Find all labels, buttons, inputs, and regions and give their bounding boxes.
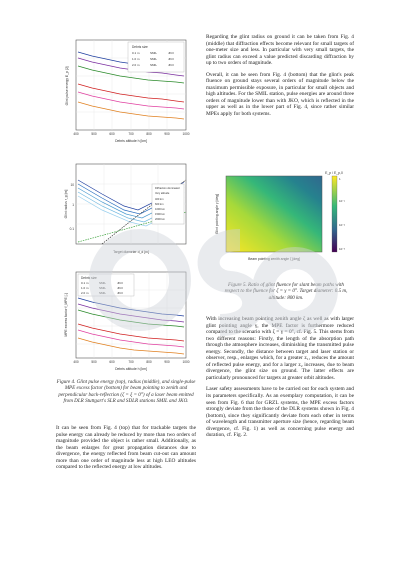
svg-text:10⁻³: 10⁻³ [339, 247, 345, 251]
svg-text:400: 400 [73, 360, 79, 364]
svg-text:600 km: 600 km [155, 203, 164, 206]
svg-text:JKO: JKO [168, 51, 174, 55]
svg-text:JKO: JKO [168, 63, 174, 67]
svg-text:1500 km: 1500 km [155, 213, 165, 216]
fig4-middle-plot [62, 160, 194, 260]
left-text: It can be seen from Fig. 4 (top) that for trackable targets the pulse energy can already be reduced by more than two orders of magnitude provided the object is rather small. Additionally, as the beam enlarges for great propagation distances due to divergence, the energy reflected from beam cut-out can amount more than one order of magnitude less at high LEO altitudes compared to the reflected energy at low altitudes. [56, 425, 196, 471]
svg-text:900: 900 [164, 132, 170, 136]
svg-text:JKO: JKO [117, 281, 123, 285]
right-text-3: With increasing beam pointing zenith angle ζ as well as with larger glint pointing angle γ, the MPE factor is furthermore reduced compared to the scenario with ζ = γ = 0°, cf. Fig. 5. This stems from two different reasons: Firstly, the length of the absorption path through the atmosphere increases, diminishing the transmitted pulse energy. Secondly, the distance between target and laser station or observer, resp., enlarges which, for a greater z₁, reduces the amount of reflected pulse energy, and for a larger z₂ increases, due to beam divergence, the glint size on ground. The latter effects are particularly pronounced for targets at greater orbit altitudes. [206, 316, 354, 381]
svg-text:SMIL: SMIL [150, 63, 158, 67]
svg-text:800: 800 [146, 132, 152, 136]
svg-text:SMIL: SMIL [150, 51, 158, 55]
right-text-2: Overall, it can be seen from Fig. 4 (bottom) that the glint's peak fluence on ground stays several orders of magnitude below the maximum permissible exposure, in particular for small objects and high altitudes. For the SMIL station, pulse energies are around three orders of magnitude lower than with JKO, which is reflected in the upper as well as in the lower part of Fig. 4, since rather similar MPEs apply for both systems. [206, 71, 354, 118]
svg-text:500: 500 [91, 360, 97, 364]
svg-text:800: 800 [146, 360, 152, 364]
svg-text:1: 1 [339, 177, 341, 181]
svg-text:10: 10 [70, 183, 74, 187]
svg-text:700: 700 [128, 132, 134, 136]
fig5-xlabel: Beam pointing zenith angle ζ [deg] [248, 257, 300, 261]
svg-text:JKO: JKO [168, 57, 174, 61]
right-text-top [206, 34, 354, 123]
svg-text:600: 600 [109, 132, 115, 136]
svg-text:600: 600 [109, 360, 115, 364]
svg-text:400 km: 400 km [155, 198, 164, 201]
fig4-middle-xlabel: Target diameter d_d [m] [113, 250, 149, 254]
fig4-caption: Figure 4. Glint pulse energy (top), radius (middle), and single-pulse MPE excess factor (bottom) for beam pointing to zenith and perpendicular back-reflection (ζ = ξ = 0°) of a laser beam emitted from DLR Stuttgart's SLR and SDLR stations SMIL and JKO. [56, 379, 196, 405]
svg-text:0.1 m: 0.1 m [132, 51, 140, 55]
fig4-top-ylabel: Glint pulse energy E_p [J] [65, 66, 69, 106]
svg-text:SMIL: SMIL [99, 281, 107, 285]
svg-text:10⁻¹: 10⁻¹ [339, 199, 345, 203]
svg-text:2000 km: 2000 km [155, 218, 165, 221]
fig4-bottom-legend-title: Debris size [81, 276, 97, 280]
fig4-bottom-xlabel: Debris altitude h [km] [115, 367, 147, 371]
svg-text:SMIL: SMIL [99, 286, 107, 290]
right-text-1: Regarding the glint radius on ground it can be taken from Fig. 4 (middle) that diffraction effects become relevant for small targets of one-meter size and less. In particular with very small targets, the glint radius can exceed a value predicted discarding diffraction by up to two orders of magnitude. [206, 34, 354, 67]
right-text-bottom [206, 316, 354, 444]
fig4-middle-ylabel: Glint radius r_g [m] [64, 189, 68, 219]
svg-text:0.1 m: 0.1 m [81, 281, 89, 285]
fig4-bottom-ylabel: MPE excess factor f_MPE [-] [64, 293, 68, 337]
svg-text:SMIL: SMIL [99, 291, 107, 295]
fig4-top-xlabel: Debris altitude h [km] [115, 139, 147, 143]
svg-text:JKO: JKO [117, 286, 123, 290]
svg-text:0.1: 0.1 [69, 227, 74, 231]
svg-text:500: 500 [91, 132, 97, 136]
svg-text:Very altitude: Very altitude [155, 192, 170, 195]
svg-text:Diffraction dominated: Diffraction dominated [155, 187, 180, 190]
svg-text:2.0 m: 2.0 m [81, 291, 89, 295]
svg-text:1000: 1000 [182, 132, 190, 136]
right-text-4: Laser safety assessments have to be carried out for each system and its parameters specifically. As an exemplary computation, it can be seen from Fig. 6 that for GRZL systems, the MPE excess factors strongly deviate from the those of the DLR systems shown in Fig. 4 (bottom), since they significantly deviate from each other in terms of wavelength and transmitter aperture size (hence, regarding beam divergence, cf. Fig. 1) as well as concerning pulse energy and duration, cf. Fig. 2. [206, 386, 354, 439]
svg-text:1: 1 [72, 203, 74, 207]
svg-text:SMIL: SMIL [150, 57, 158, 61]
svg-text:1.0 m: 1.0 m [81, 286, 89, 290]
left-paragraph [56, 425, 196, 476]
svg-text:10⁻²: 10⁻² [339, 223, 345, 227]
svg-text:900: 900 [164, 360, 170, 364]
fig5-ylabel: Glint pointing angle γ [deg] [215, 193, 219, 235]
svg-text:400: 400 [73, 132, 79, 136]
svg-text:JKO: JKO [117, 291, 123, 295]
fig5-colorbar-title: E_p / E_p,0 [325, 171, 343, 175]
fig4-bottom-plot [62, 268, 194, 376]
fig4-top-legend-title: Debris size [132, 45, 148, 49]
fig4-top-plot [62, 36, 194, 148]
fig5-caption: Figure 5. Ratio of glint fluence for slant beam paths with respect to the fluence for ζ = γ = 0°. Target diameter: 0.5 m, altitude: 800 km. [224, 282, 348, 301]
svg-text:700: 700 [128, 360, 134, 364]
svg-text:1.0 m: 1.0 m [132, 57, 140, 61]
svg-text:2.0 m: 2.0 m [132, 63, 140, 67]
fig5-heatmap [212, 170, 358, 270]
svg-text:1000: 1000 [182, 360, 190, 364]
svg-text:1000 km: 1000 km [155, 208, 165, 211]
